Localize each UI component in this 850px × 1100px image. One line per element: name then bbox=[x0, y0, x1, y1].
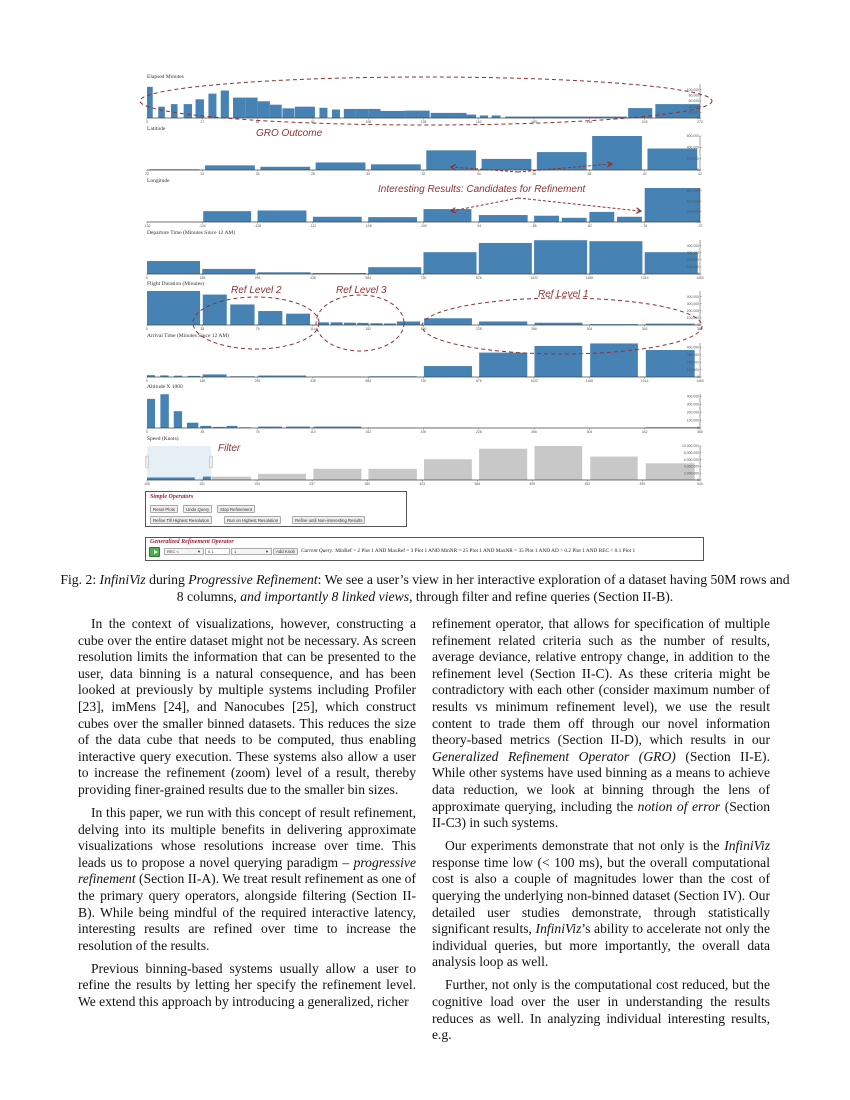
histogram-bar[interactable] bbox=[332, 110, 340, 119]
ref-level-2-label: Ref Level 2 bbox=[231, 285, 282, 296]
x-tick-label: -130 bbox=[143, 224, 151, 228]
value-input[interactable] bbox=[205, 548, 230, 555]
histogram-bar[interactable] bbox=[147, 87, 153, 118]
chart-title: Altitude X 1000 bbox=[147, 384, 183, 390]
x-tick-label: 342 bbox=[641, 327, 648, 331]
x-tick-label: 152 bbox=[365, 430, 372, 434]
x-tick-label: 342 bbox=[641, 430, 648, 434]
text-run: Previous binning-based systems usually allow a user to refine the results by letting her specify the refinement level. We extend this approach by introducing a generalized, richer bbox=[78, 960, 416, 1010]
filter-label: Filter bbox=[218, 443, 241, 454]
x-tick-label: 190 bbox=[420, 327, 427, 331]
x-tick-label: 292 bbox=[254, 379, 261, 383]
text-run: (Section II-E). While other systems have used binning as a means to achieve data reduction, we look at binning through the lens of approximate querying, including the bbox=[432, 748, 770, 814]
x-tick-label: 38 bbox=[200, 327, 205, 331]
x-tick-label: -124 bbox=[198, 224, 206, 228]
histogram-bar[interactable] bbox=[397, 321, 420, 325]
x-tick-label: 27 bbox=[200, 120, 205, 124]
y-tick-label: 400,000 bbox=[686, 294, 699, 299]
italic-text: InfiniViz bbox=[535, 921, 582, 937]
x-tick-label: 42 bbox=[698, 172, 702, 176]
x-tick-label: 0 bbox=[146, 327, 148, 331]
y-tick-label: 200,000 bbox=[686, 258, 699, 263]
y-tick-label: 100,000 bbox=[686, 87, 699, 92]
histogram-bar[interactable] bbox=[590, 457, 637, 480]
histogram-bar[interactable] bbox=[203, 295, 227, 325]
histogram-bar[interactable] bbox=[260, 167, 310, 170]
x-tick-label: 876 bbox=[475, 276, 482, 280]
histogram-bar[interactable] bbox=[203, 374, 227, 377]
x-tick-label: 0 bbox=[146, 430, 148, 434]
text-run: In the context of visualizations, however, constructing a cube over the entire dataset might not be necessary. As screen resolution limits the information that can be presented to the user, data binning is a natural consequence, and has been looked at previously by multiple systems including Profiler [23], imMens [24], and Nanocubes [25], which construct cubes over the smaller binned datasets. This reduces the size of the data cube that needs to be computed, thus enabling interactive query execution. These systems also allow a user to increase the refinement (zoom) level of a result, thereby providing finer-grained results due to the smaller bin sizes. bbox=[78, 616, 416, 797]
histogram-bar[interactable] bbox=[537, 152, 587, 170]
x-tick-label: 409 bbox=[529, 482, 536, 486]
histogram-bar[interactable] bbox=[230, 304, 254, 325]
histogram-bar[interactable] bbox=[212, 477, 251, 480]
x-tick-label: 270 bbox=[697, 120, 703, 124]
y-tick-label: 8,000,000 bbox=[683, 451, 699, 455]
y-tick-label: 200,000 bbox=[686, 360, 699, 365]
x-tick-label: 216 bbox=[586, 120, 593, 124]
histogram-bar[interactable] bbox=[368, 267, 421, 274]
y-tick-label: 600,000 bbox=[686, 134, 699, 139]
x-tick-label: 108 bbox=[144, 482, 150, 486]
y-tick-label: 300,000 bbox=[686, 353, 699, 358]
histogram-bar[interactable] bbox=[589, 212, 614, 222]
histogram-bar[interactable] bbox=[258, 311, 282, 325]
italic-text: InfiniViz bbox=[99, 572, 146, 587]
histogram-bar[interactable] bbox=[202, 269, 255, 274]
text-run: Our experiments demonstrate that not only is the bbox=[445, 838, 725, 854]
x-tick-label: 540 bbox=[697, 482, 703, 486]
x-tick-label: 1460 bbox=[696, 276, 704, 280]
value-input-text: 0.1 bbox=[208, 549, 214, 554]
x-tick-label: 452 bbox=[584, 482, 591, 486]
chart-title: Latitude bbox=[147, 126, 166, 132]
x-tick-label: 730 bbox=[420, 276, 427, 280]
chart-title: Departure Time (Minutes Since 12 AM) bbox=[147, 230, 236, 236]
x-tick-label: 40 bbox=[642, 172, 647, 176]
histogram-bar[interactable] bbox=[147, 399, 155, 428]
x-tick-label: 26 bbox=[255, 172, 260, 176]
histogram-bar[interactable] bbox=[282, 108, 294, 118]
x-tick-label: -112 bbox=[309, 224, 317, 228]
histogram-bar[interactable] bbox=[174, 411, 182, 428]
y-tick-label: 600,000 bbox=[686, 188, 699, 193]
x-tick-label: 0 bbox=[146, 120, 148, 124]
play-button[interactable] bbox=[149, 547, 160, 557]
x-tick-label: 189 bbox=[531, 120, 537, 124]
x-tick-label: -106 bbox=[364, 224, 372, 228]
x-tick-label: 114 bbox=[310, 327, 316, 331]
simple-operators-title: Simple Operators bbox=[150, 494, 194, 500]
interesting-arrow bbox=[452, 198, 518, 211]
chart-title: Elapsed Minutes bbox=[147, 74, 184, 80]
histogram-bar[interactable] bbox=[479, 449, 527, 480]
italic-text: progressive refinement bbox=[78, 854, 416, 887]
histogram-bar[interactable] bbox=[492, 115, 501, 118]
histogram-chart[interactable] bbox=[146, 384, 703, 434]
x-tick-label: 228 bbox=[475, 430, 482, 434]
y-tick-label: 300,000 bbox=[686, 301, 699, 306]
histogram-bar[interactable] bbox=[589, 241, 642, 274]
chart-title: Arrival Time (Minutes Since 12 AM) bbox=[147, 333, 230, 339]
histogram-bar[interactable] bbox=[319, 108, 327, 118]
y-tick-label: 0 bbox=[697, 426, 699, 431]
y-tick-label: 400,000 bbox=[686, 243, 699, 248]
chevron-down-icon: ▼ bbox=[197, 549, 201, 554]
refine-until-non-interesting-button[interactable]: Refine until Non-interesting Results bbox=[292, 516, 365, 524]
histogram-bar[interactable] bbox=[479, 353, 527, 377]
histogram-bar[interactable] bbox=[368, 469, 416, 480]
x-tick-label: 280 bbox=[364, 482, 371, 486]
brush-handle-left[interactable] bbox=[146, 456, 149, 468]
histogram-bar[interactable] bbox=[160, 394, 168, 428]
histogram-bar[interactable] bbox=[480, 115, 488, 118]
histogram-bar[interactable] bbox=[147, 291, 200, 325]
y-tick-label: 60,000 bbox=[688, 99, 699, 104]
x-tick-label: 495 bbox=[639, 482, 646, 486]
histogram-bar[interactable] bbox=[344, 323, 356, 325]
x-tick-label: 34 bbox=[476, 172, 481, 176]
text-run: In this paper, we run with this concept of result refinement, delving into its multiple benefits in delivering approximate visualizations whose resolutions increase over time. This leads us to propose a novel querying paradigm – bbox=[78, 805, 416, 870]
x-tick-label: 146 bbox=[199, 379, 206, 383]
ref-level-3-label: Ref Level 3 bbox=[336, 285, 387, 296]
histogram-bar[interactable] bbox=[286, 314, 310, 325]
paragraph bbox=[432, 977, 770, 1043]
infiniviz-figure bbox=[0, 0, 850, 490]
x-tick-label: 190 bbox=[420, 430, 427, 434]
ref-level-1-ellipse bbox=[422, 298, 702, 354]
histogram-bar[interactable] bbox=[258, 474, 306, 480]
stop-refinement-button[interactable]: Stop Refinement bbox=[217, 505, 255, 513]
histogram-bar[interactable] bbox=[590, 343, 638, 377]
paragraph bbox=[78, 616, 416, 799]
histogram-bar[interactable] bbox=[258, 210, 307, 222]
x-tick-label: 304 bbox=[586, 430, 593, 434]
x-tick-label: 323 bbox=[419, 482, 426, 486]
x-tick-label: 76 bbox=[255, 430, 260, 434]
gro-panel-title: Generalized Refinement Operator bbox=[150, 539, 234, 545]
y-tick-label: 0 bbox=[697, 220, 699, 225]
paragraph bbox=[432, 838, 770, 971]
brush-handle-right[interactable] bbox=[210, 456, 213, 468]
y-tick-label: 200,000 bbox=[686, 309, 699, 314]
x-tick-label: 228 bbox=[475, 327, 482, 331]
x-tick-label: 1022 bbox=[530, 276, 538, 280]
paragraph bbox=[78, 805, 416, 954]
current-query bbox=[301, 548, 635, 554]
y-tick-label: 400,000 bbox=[686, 199, 699, 204]
x-tick-label: 266 bbox=[531, 430, 537, 434]
text-run: : We see a user’s view in her interactive exploration of a dataset having 50M rows and 8 columns, bbox=[176, 572, 790, 604]
y-tick-label: 80,000 bbox=[688, 93, 699, 98]
histogram-bar[interactable] bbox=[405, 111, 430, 118]
histogram-bar[interactable] bbox=[534, 446, 582, 480]
histogram-bar[interactable] bbox=[645, 188, 700, 225]
histogram-bar[interactable] bbox=[313, 217, 362, 222]
gro-panel bbox=[145, 537, 704, 561]
x-tick-label: 135 bbox=[420, 120, 427, 124]
histogram-chart[interactable] bbox=[145, 126, 702, 176]
y-tick-label: 0 bbox=[697, 478, 699, 483]
histogram-bar[interactable] bbox=[316, 162, 366, 170]
x-tick-label: 30 bbox=[366, 172, 371, 176]
x-tick-label: 584 bbox=[365, 276, 372, 280]
text-run: (Section II-A). We treat result refinement as one of the primary query operators, alongside filtering (Section II-B). While being mindful of the required interactive latency, interesting results are refined over time to increase the resolution of the results. bbox=[78, 871, 416, 953]
histogram-bar[interactable] bbox=[295, 107, 315, 118]
y-tick-label: 0 bbox=[697, 375, 699, 380]
x-tick-label: 266 bbox=[531, 327, 537, 331]
x-tick-label: 584 bbox=[365, 379, 372, 383]
chevron-down-icon: ▼ bbox=[265, 549, 269, 554]
x-tick-label: 438 bbox=[310, 379, 316, 383]
x-tick-label: -88 bbox=[531, 224, 537, 228]
query-text: MinRef = 2 Plot 1 AND MaxRef = 3 Plot 1 AND MinNR = 25 Plot 1 AND MaxNR = 35 Plot 1 AND AD > 0.2 Plot 1 AND REC < 0.1 Plot 1 bbox=[335, 548, 636, 554]
text-run: , through filter and refine queries (Section II-B). bbox=[409, 589, 674, 604]
x-tick-label: 380 bbox=[697, 430, 703, 434]
histogram-bar[interactable] bbox=[356, 109, 368, 118]
histogram-bar[interactable] bbox=[270, 105, 282, 118]
x-tick-label: 152 bbox=[365, 327, 372, 331]
x-tick-label: 730 bbox=[420, 379, 427, 383]
query-label: Current Query: bbox=[301, 548, 334, 554]
metric-select-value: REC < bbox=[167, 549, 179, 554]
y-tick-label: 400,000 bbox=[686, 394, 699, 399]
y-tick-label: 6,000,000 bbox=[683, 457, 699, 462]
x-tick-label: 194 bbox=[254, 482, 260, 486]
histogram-bar[interactable] bbox=[203, 211, 251, 222]
x-tick-label: 32 bbox=[421, 172, 426, 176]
y-tick-label: 200,000 bbox=[686, 209, 699, 214]
x-tick-label: 438 bbox=[310, 276, 316, 280]
x-tick-label: 54 bbox=[255, 120, 260, 124]
run-on-highest-resolution-button[interactable]: Run on Highest Resolution bbox=[224, 516, 281, 524]
histogram-bar[interactable] bbox=[645, 252, 699, 277]
histogram-chart[interactable] bbox=[146, 74, 703, 124]
y-tick-label: 4,000,000 bbox=[683, 464, 699, 469]
x-tick-label: 108 bbox=[365, 120, 372, 124]
histogram-bar[interactable] bbox=[479, 243, 532, 274]
refine-till-highest-resolution-button[interactable]: Refine Till Highest Resolution bbox=[150, 516, 212, 524]
histogram-bar[interactable] bbox=[534, 346, 582, 377]
filtered-bar[interactable] bbox=[203, 477, 211, 480]
x-tick-label: 38 bbox=[587, 172, 592, 176]
filtered-bar[interactable] bbox=[147, 477, 195, 480]
histogram-bar[interactable] bbox=[233, 98, 245, 118]
add-knob-button[interactable]: Add Knob bbox=[273, 548, 298, 555]
y-tick-label: 10,000,000 bbox=[682, 444, 699, 449]
histogram-bar[interactable] bbox=[424, 318, 472, 325]
histogram-bar[interactable] bbox=[368, 109, 380, 118]
histogram-bar[interactable] bbox=[424, 209, 472, 222]
ref-level-1-label: Ref Level 1 bbox=[538, 289, 589, 300]
y-tick-label: 0 bbox=[697, 116, 699, 121]
x-tick-label: 146 bbox=[199, 276, 206, 280]
plot-select[interactable] bbox=[231, 548, 272, 555]
histogram-bar[interactable] bbox=[482, 159, 532, 170]
histogram-bar[interactable] bbox=[617, 217, 642, 222]
histogram-bar[interactable] bbox=[344, 109, 356, 118]
y-tick-label: 40,000 bbox=[688, 104, 699, 109]
paragraph bbox=[78, 961, 416, 1011]
x-tick-label: -100 bbox=[420, 224, 427, 228]
histogram-bar[interactable] bbox=[534, 240, 587, 274]
paragraph bbox=[432, 616, 770, 832]
chart-title: Flight Duration (Minutes) bbox=[147, 281, 205, 287]
histogram-bar[interactable] bbox=[221, 91, 229, 118]
x-tick-label: 366 bbox=[474, 482, 481, 486]
histogram-bar[interactable] bbox=[424, 366, 472, 377]
italic-text: Progressive Refinement bbox=[188, 572, 318, 587]
simple-operators-panel bbox=[145, 491, 407, 527]
histogram-bar[interactable] bbox=[331, 322, 343, 325]
x-tick-label: 1022 bbox=[530, 379, 538, 383]
x-tick-label: 36 bbox=[532, 172, 536, 176]
histogram-bar[interactable] bbox=[371, 164, 421, 170]
plot-select-value: 1 bbox=[234, 549, 237, 554]
chart-title: Speed (Knots) bbox=[147, 436, 179, 442]
y-tick-label: 100,000 bbox=[686, 367, 699, 372]
interesting-results-label: Interesting Results: Candidates for Refinement bbox=[378, 184, 586, 195]
y-tick-label: 0 bbox=[697, 168, 699, 173]
histogram-bar[interactable] bbox=[313, 469, 361, 480]
undo-query-button[interactable]: Undo Query bbox=[183, 505, 212, 513]
histogram-bar[interactable] bbox=[380, 111, 405, 118]
y-tick-label: 200,000 bbox=[686, 410, 699, 415]
x-tick-label: 76 bbox=[255, 327, 260, 331]
x-tick-label: 1168 bbox=[585, 276, 594, 280]
x-tick-label: -82 bbox=[586, 224, 592, 228]
text-run: during bbox=[145, 572, 189, 587]
histogram-bar[interactable] bbox=[147, 261, 200, 274]
x-tick-label: 151 bbox=[199, 482, 205, 486]
x-tick-label: -94 bbox=[476, 224, 482, 228]
italic-text: Generalized Refinement Operator (GRO) bbox=[432, 748, 676, 764]
x-tick-label: 28 bbox=[311, 172, 315, 176]
y-tick-label: 100,000 bbox=[686, 316, 699, 321]
histogram-bar[interactable] bbox=[184, 104, 192, 118]
x-tick-label: -118 bbox=[254, 224, 261, 228]
x-tick-label: 1168 bbox=[585, 379, 594, 383]
text-run: ’s ability to accelerate not only the individual queries, but more importantly, the overall data analysis loop as well. bbox=[432, 921, 770, 970]
y-tick-label: 100,000 bbox=[686, 265, 699, 270]
x-tick-label: 114 bbox=[310, 430, 316, 434]
x-tick-label: 1460 bbox=[696, 379, 704, 383]
histogram-bar[interactable] bbox=[424, 252, 477, 274]
histogram-bar[interactable] bbox=[426, 150, 476, 170]
y-tick-label: 200,000 bbox=[686, 156, 699, 161]
histogram-bar[interactable] bbox=[187, 423, 198, 428]
y-tick-label: 400,000 bbox=[686, 145, 699, 150]
y-tick-label: 400,000 bbox=[686, 345, 699, 350]
italic-text: InfiniViz bbox=[724, 838, 770, 854]
filter-brush[interactable] bbox=[147, 446, 211, 480]
y-tick-label: 100,000 bbox=[686, 418, 699, 423]
x-tick-label: 292 bbox=[254, 276, 261, 280]
histogram-chart[interactable] bbox=[146, 332, 704, 383]
chart-title: Longitude bbox=[147, 178, 170, 184]
x-tick-label: 24 bbox=[200, 172, 205, 176]
x-tick-label: 237 bbox=[309, 482, 315, 486]
x-tick-label: -70 bbox=[697, 224, 703, 228]
x-tick-label: 1314 bbox=[640, 379, 649, 383]
x-tick-label: -76 bbox=[642, 224, 648, 228]
x-tick-label: 0 bbox=[146, 379, 148, 383]
x-tick-label: 243 bbox=[641, 120, 648, 124]
histogram-bar[interactable] bbox=[479, 215, 528, 222]
left-column bbox=[78, 616, 416, 1017]
y-tick-label: 0 bbox=[697, 323, 699, 328]
histogram-bar[interactable] bbox=[258, 101, 270, 118]
histogram-chart[interactable] bbox=[146, 280, 703, 331]
gro-outcome-label: GRO Outcome bbox=[256, 128, 323, 139]
histogram-bar[interactable] bbox=[318, 322, 329, 325]
figure-caption bbox=[60, 571, 790, 605]
italic-text: and importantly 8 linked views bbox=[240, 589, 410, 604]
x-tick-label: 38 bbox=[200, 430, 205, 434]
y-tick-label: 300,000 bbox=[686, 250, 699, 255]
histogram-bar[interactable] bbox=[431, 113, 467, 118]
x-tick-label: 0 bbox=[146, 276, 148, 280]
histogram-bar[interactable] bbox=[534, 216, 559, 222]
histogram-bar[interactable] bbox=[245, 98, 257, 118]
histogram-bar[interactable] bbox=[479, 321, 527, 325]
interesting-arrow bbox=[518, 198, 640, 211]
y-tick-label: 2,000,000 bbox=[683, 471, 699, 476]
x-tick-label: 22 bbox=[145, 172, 149, 176]
y-tick-label: 20,000 bbox=[688, 110, 699, 115]
text-run: response time low (< 100 ms), but the overall computational cost is also a couple of magnitudes lower than the cost of querying the underlying non-binned dataset (Section IV). Our detailed user studies demonstrate, through statistically significant results, bbox=[432, 854, 770, 937]
y-tick-label: 300,000 bbox=[686, 402, 699, 407]
x-tick-label: 304 bbox=[586, 327, 593, 331]
right-column bbox=[432, 616, 770, 1050]
x-tick-label: 162 bbox=[475, 120, 482, 124]
histogram-bar[interactable] bbox=[171, 104, 178, 118]
italic-text: notion of error bbox=[637, 798, 721, 814]
x-tick-label: 876 bbox=[475, 379, 482, 383]
histogram-bar[interactable] bbox=[368, 217, 417, 222]
histogram-bar[interactable] bbox=[424, 459, 472, 480]
histogram-bar[interactable] bbox=[208, 94, 216, 118]
histogram-bar[interactable] bbox=[467, 115, 477, 118]
text-run: Further, not only is the computational cost reduced, but the cognitive load over the user in understanding the results reduces as well. In analyzing individual interesting results, e.g. bbox=[432, 977, 770, 1043]
x-tick-label: 1314 bbox=[640, 276, 649, 280]
metric-select[interactable] bbox=[164, 548, 204, 555]
x-tick-label: 380 bbox=[697, 327, 703, 331]
histogram-chart[interactable] bbox=[146, 229, 704, 280]
y-tick-label: 0 bbox=[697, 272, 699, 277]
text-run: Fig. 2: bbox=[60, 572, 100, 587]
histogram-bar[interactable] bbox=[562, 218, 587, 222]
reset-plots-button[interactable]: Reset Plots bbox=[150, 505, 178, 513]
histogram-bar[interactable] bbox=[158, 107, 165, 118]
x-tick-label: 81 bbox=[311, 120, 315, 124]
text-run: refinement operator, that allows for specification of multiple refinement related criteria such as the number of results, average deviance, relative entropy change, in addition to the refinement level (Section II-C). As these criteria might be contradictory with each other (consider maximum number of results vs minimum refinement level), we use the result content to trade them off through our novel information theory-based metrics (Section II-D), which results in our bbox=[432, 616, 770, 748]
text-run: (Section II-C3) in such systems. bbox=[432, 798, 770, 831]
histogram-bar[interactable] bbox=[205, 165, 255, 170]
